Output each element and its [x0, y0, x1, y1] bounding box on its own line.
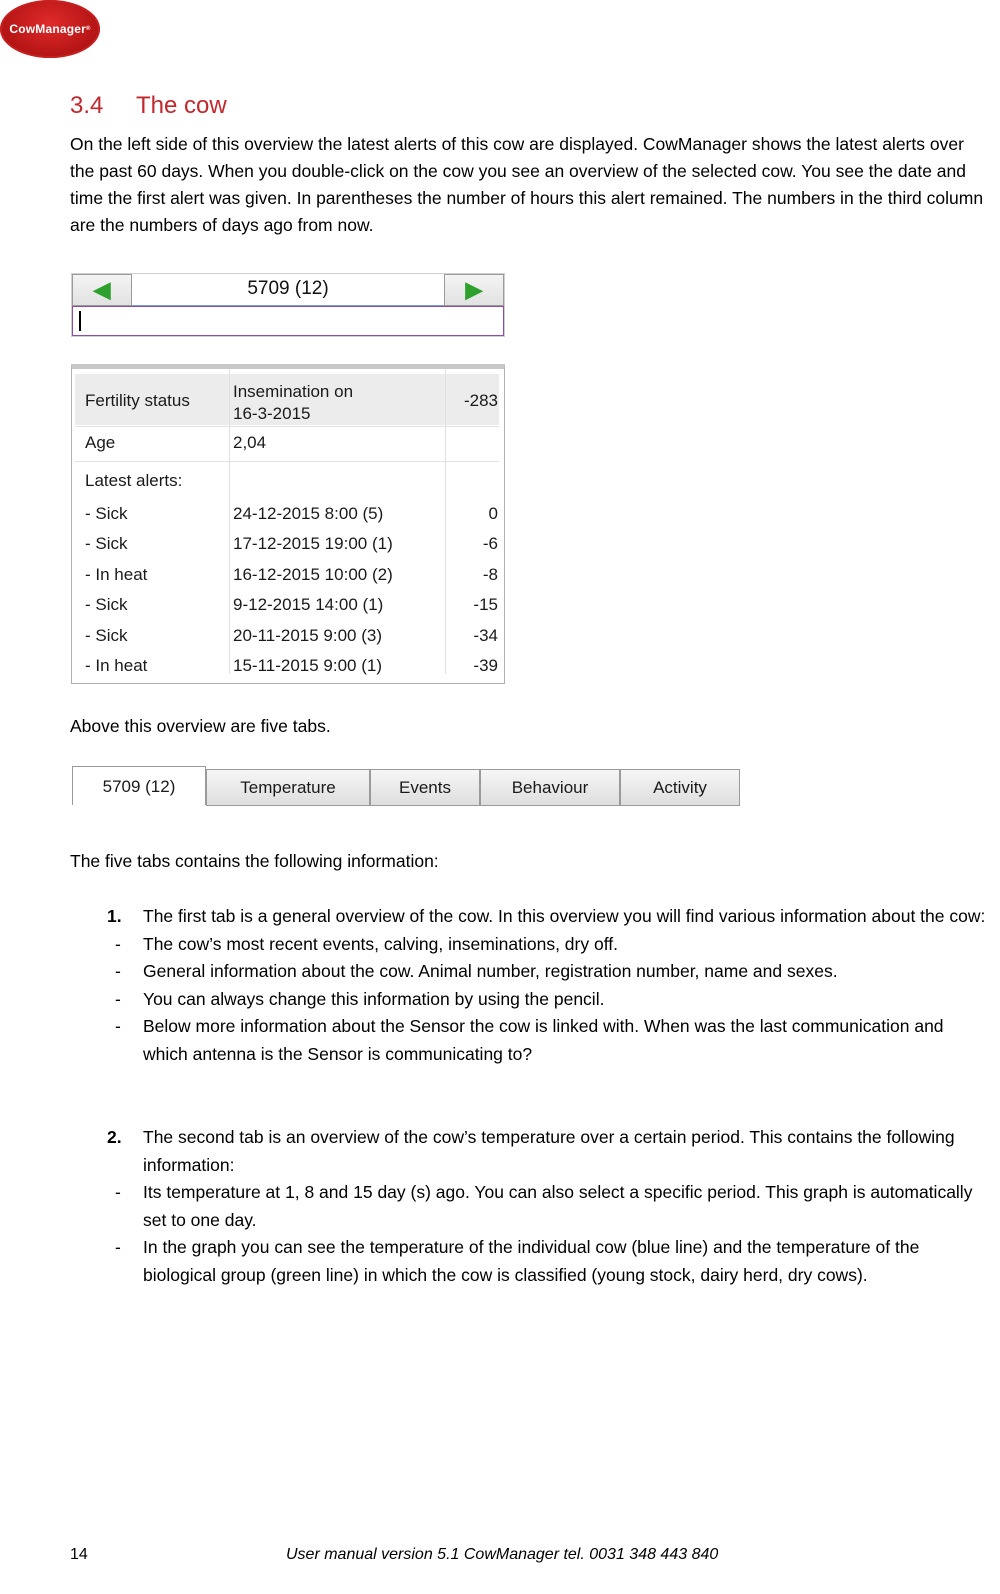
tab2-description [107, 1124, 992, 1289]
fertility-label: Fertility status [85, 391, 190, 410]
list-text: The first tab is a general overview of the cow. In this overview you will find various information about the cow: [143, 906, 986, 926]
alert-type: - Sick [85, 626, 128, 645]
alert-type: - Sick [85, 504, 128, 523]
tab-behaviour[interactable]: Behaviour [480, 769, 620, 806]
alert-days: 0 [488, 504, 498, 523]
cowmanager-logo [0, 0, 100, 58]
tab-temperature[interactable]: Temperature [206, 769, 370, 806]
list-subitem [107, 1013, 992, 1068]
list-item [107, 903, 992, 931]
subitem-text: In the graph you can see the temperature of the individual cow (blue line) and the temperature of the biological group (green line) in which the cow is classified (young stock, dairy herd, dry cows). [143, 1237, 920, 1285]
arrow-left-icon: ◀ [93, 277, 111, 302]
alert-row[interactable] [72, 656, 504, 686]
list-subitem [107, 931, 992, 959]
alert-days: -34 [473, 626, 498, 645]
fertility-days: -283 [463, 391, 498, 410]
subitem-text: Below more information about the Sensor the cow is linked with. When was the last communication and which antenna is the Sensor is communicating to? [143, 1016, 944, 1064]
alert-time: 9-12-2015 14:00 (1) [233, 595, 384, 614]
dash-marker: - [115, 1182, 121, 1202]
alert-type: - Sick [85, 534, 128, 553]
footer-text: User manual version 5.1 CowManager tel. 0031 348 443 840 [286, 1546, 719, 1563]
fertility-value [233, 381, 353, 425]
dash-marker: - [115, 1016, 121, 1036]
fertility-row [72, 381, 504, 423]
arrow-right-icon: ▶ [465, 277, 483, 302]
list-subitem [107, 1234, 992, 1289]
text-caret [79, 311, 81, 331]
tab1-description [107, 903, 992, 1068]
age-row [72, 433, 504, 463]
subitem-text: The cow’s most recent events, calving, inseminations, dry off. [143, 933, 618, 954]
dash-marker: - [115, 961, 121, 981]
alert-time: 16-12-2015 10:00 (2) [233, 565, 393, 584]
alerts-header-row [72, 471, 504, 501]
previous-cow-button[interactable] [72, 274, 132, 306]
fertility-value-line2: 16-3-2015 [233, 404, 311, 423]
cow-overview-table [71, 364, 505, 684]
logo-trademark: ® [86, 26, 91, 32]
list-subitem [107, 1179, 992, 1234]
alert-days: -39 [473, 656, 498, 675]
age-label: Age [85, 433, 116, 452]
cow-number-label: 5709 (12) [132, 274, 444, 306]
section-heading [70, 92, 227, 120]
alert-days: -8 [482, 565, 498, 584]
cow-search-input[interactable] [72, 306, 504, 336]
logo-text: CowManager [9, 22, 87, 36]
subitem-text: General information about the cow. Animal number, registration number, name and sexes. [143, 961, 838, 981]
tab-activity[interactable]: Activity [620, 769, 740, 806]
tabs-intro: Above this overview are five tabs. [70, 716, 331, 736]
subitem-text: Its temperature at 1, 8 and 15 day (s) ago. You can also select a specific period. This graph is automatically set to one day. [143, 1182, 973, 1230]
list-text: The second tab is an overview of the cow’s temperature over a certain period. This contains the following information: [143, 1127, 955, 1175]
cow-navigator [71, 273, 505, 337]
alert-row[interactable] [72, 504, 504, 534]
fertility-value-line1: Insemination on [233, 382, 354, 401]
alert-days: -6 [482, 534, 498, 553]
alert-row[interactable] [72, 626, 504, 656]
tab-cow[interactable]: 5709 (12) [72, 766, 206, 805]
subitem-text: You can always change this information by using the pencil. [143, 988, 605, 1009]
dash-marker: - [115, 988, 121, 1009]
intro-paragraph: On the left side of this overview the latest alerts of this cow are displayed. CowManager shows the latest alerts over the past 60 days. When you double-click on the cow you see an overview of the selected cow. You see the date and time the first alert was given. In parentheses the number of hours this alert remained. The numbers in the third column are the numbers of days ago from now. [70, 134, 984, 235]
page-number: 14 [70, 1546, 88, 1563]
alert-time: 20-11-2015 9:00 (3) [233, 626, 383, 645]
dash-marker: - [115, 933, 121, 954]
row-divider [75, 426, 499, 427]
section-title: The cow [136, 92, 227, 119]
alert-days: -15 [473, 595, 498, 614]
age-value: 2,04 [233, 433, 267, 452]
dash-marker: - [115, 1237, 121, 1257]
alert-time: 24-12-2015 8:00 (5) [233, 504, 384, 523]
alert-time: 15-11-2015 9:00 (1) [233, 656, 383, 675]
list-item [107, 1124, 992, 1179]
alert-type: - In heat [85, 656, 148, 675]
list-subitem [107, 986, 992, 1014]
alert-type: - Sick [85, 595, 128, 614]
alert-row[interactable] [72, 565, 504, 595]
alert-row[interactable] [72, 595, 504, 625]
alert-time: 17-12-2015 19:00 (1) [233, 534, 393, 553]
row-divider [75, 461, 499, 462]
tabs-info: The five tabs contains the following information: [70, 851, 439, 871]
list-subitem [107, 958, 992, 986]
list-number: 2. [107, 1127, 122, 1147]
cow-tabs [72, 766, 740, 806]
latest-alerts-label: Latest alerts: [85, 471, 183, 490]
alert-type: - In heat [85, 565, 148, 584]
next-cow-button[interactable] [444, 274, 504, 306]
tab-events[interactable]: Events [370, 769, 480, 806]
list-number: 1. [107, 906, 122, 926]
alert-row[interactable] [72, 534, 504, 564]
section-number: 3.4 [70, 92, 104, 119]
